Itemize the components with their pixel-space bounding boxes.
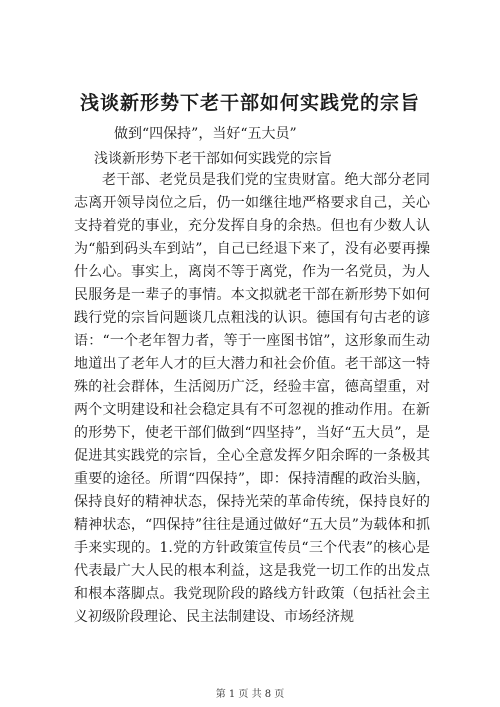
- document-title: 浅谈新形势下老干部如何实践党的宗旨: [79, 92, 420, 114]
- page-footer: 第 1 页 共 8 页: [215, 689, 285, 700]
- document-subtitle: 做到“四保持”，当好“五大员”: [114, 126, 297, 142]
- document-body: [74, 169, 430, 629]
- body-paragraph: 老干部、老党员是我们党的宝贵财富。绝大部分老同志离开领导岗位之后，仍一如继往地严格要求自己，关心支持着党的事业，充分发挥自身的余热。但也有少数人认为“船到码头车到站”，自己已经退下来了，没有必要再操什么心。事实上，离岗不等于离党，作为一名党员，为人民服务是一辈子的事情。本文拟就老干部在新形势下如何践行党的宗旨问题谈几点粗浅的认识。德国有句古老的谚语：“一个老年智力者，等于一座图书馆”，这形象而生动地道出了老年人才的巨大潜力和社会价值。老干部这一特殊的社会群体，生活阅历广泛，经验丰富，德高望重，对两个文明建设和社会稳定具有不可忽视的推动作用。在新的形势下，使老干部们做到“四坚持”，当好“五大员”，是促进其实践党的宗旨，全心全意发挥夕阳余晖的一条极其重要的途径。所谓“四保持”，即：保持清醒的政治头脑，保持良好的精神状态，保持光荣的革命传统，保持良好的精神状态，“四保持”往往是通过做好“五大员”为载体和抓手来实现的。1.党的方针政策宣传员“三个代表”的核心是代表最广大人民的根本利益，这是我党一切工作的出发点和根本落脚点。我党现阶段的路线方针政策（包括社会主义初级阶段理论、民主法制建设、市场经济规: [74, 172, 430, 625]
- section-heading: 浅谈新形势下老干部如何实践党的宗旨: [94, 151, 332, 167]
